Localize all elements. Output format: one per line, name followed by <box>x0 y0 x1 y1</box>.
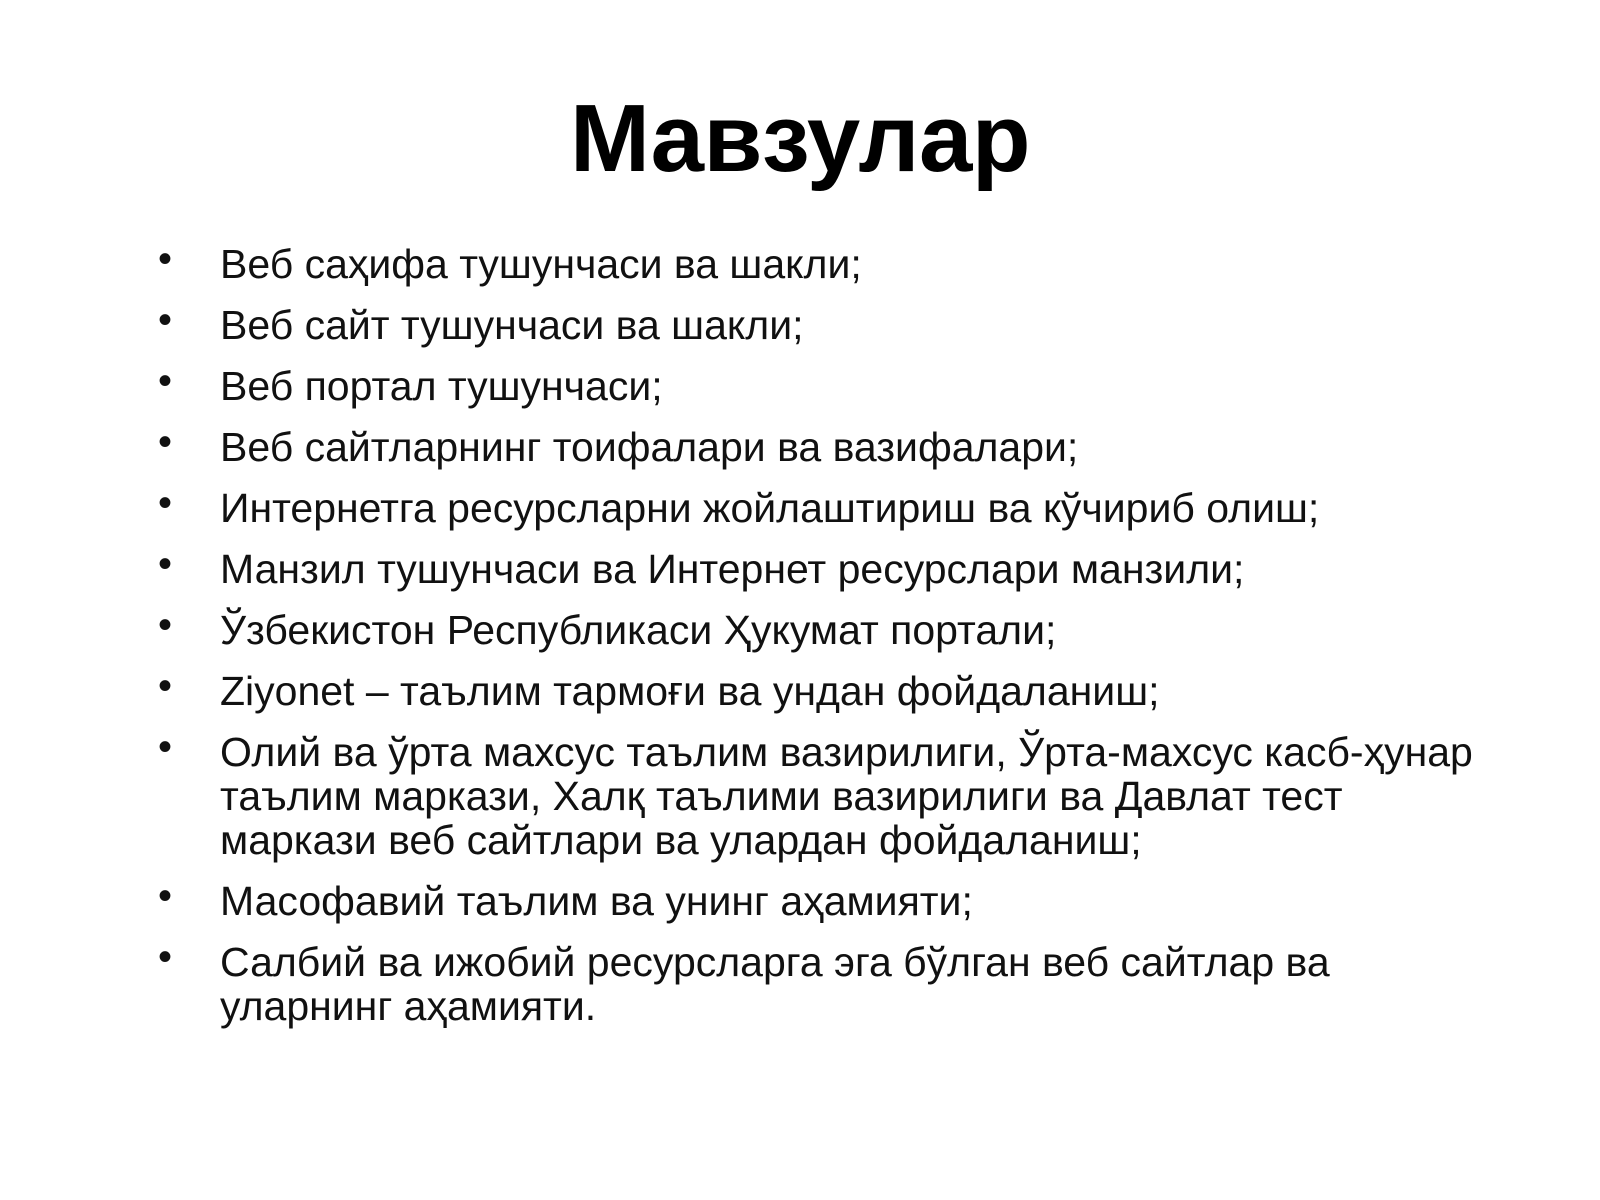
list-item-text: Ўзбекистон Республикаси Ҳукумат портали; <box>220 607 1057 653</box>
list-item <box>158 725 1488 863</box>
list-item-text: Интернетга ресурсларни жойлаштириш ва кўчириб олиш; <box>220 485 1320 531</box>
list-item <box>158 935 1488 1029</box>
list-item <box>158 664 1488 714</box>
list-item-text: Манзил тушунчаси ва Интернет ресурслари манзили; <box>220 546 1245 592</box>
bullet-icon: • <box>158 874 173 918</box>
slide-title: Мавзулар <box>569 85 1030 192</box>
bullet-icon: • <box>158 420 173 464</box>
list-item-text: Веб сайт тушунчаси ва шакли; <box>220 302 804 348</box>
list-item <box>158 237 1488 287</box>
list-item <box>158 874 1488 924</box>
bullet-icon: • <box>158 935 173 979</box>
bullet-icon: • <box>158 603 173 647</box>
list-item-text: Масофавий таълим ва унинг аҳамияти; <box>220 878 973 924</box>
bullet-icon: • <box>158 664 173 708</box>
bullet-icon: • <box>158 359 173 403</box>
bullet-icon: • <box>158 298 173 342</box>
bullet-icon: • <box>158 725 173 769</box>
list-item-text: Салбий ва ижобий ресурсларга эга бўлган веб сайтлар ва уларнинг аҳамияти. <box>220 939 1330 1029</box>
bullet-icon: • <box>158 481 173 525</box>
list-item <box>158 481 1488 531</box>
list-item <box>158 359 1488 409</box>
list-item-text: Олий ва ўрта махсус таълим вазирилиги, Ўрта-махсус касб-ҳунар таълим маркази, Халқ таълими вазирилиги ва Давлат тест маркази веб сайтлари ва улардан фойдаланиш; <box>220 729 1473 863</box>
topic-list <box>158 237 1488 1045</box>
list-item <box>158 542 1488 592</box>
bullet-icon: • <box>158 237 173 281</box>
list-item-text: Веб сайтларнинг тоифалари ва вазифалари; <box>220 424 1079 470</box>
list-item-text: Веб портал тушунчаси; <box>220 363 663 409</box>
list-item <box>158 420 1488 470</box>
list-item-text: Ziyonet – таълим тармоғи ва ундан фойдаланиш; <box>220 668 1160 714</box>
list-item <box>158 298 1488 348</box>
bullet-icon: • <box>158 542 173 586</box>
list-item <box>158 603 1488 653</box>
list-item-text: Веб саҳифа тушунчаси ва шакли; <box>220 241 862 287</box>
